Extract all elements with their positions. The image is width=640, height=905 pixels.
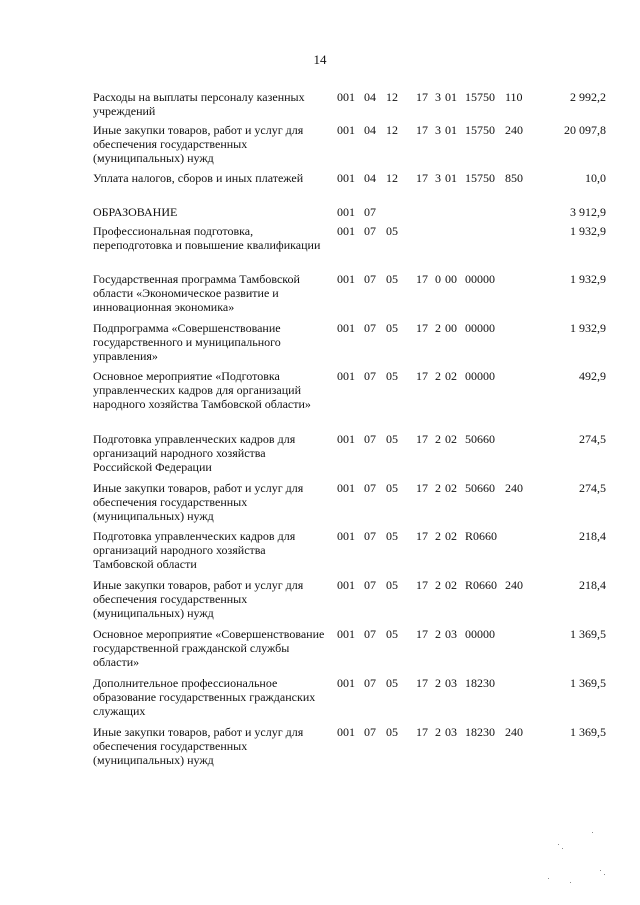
section-code: 04: [364, 171, 376, 185]
amount: 3 912,9: [570, 205, 606, 219]
row-name: Расходы на выплаты персоналу казенных учреждений: [93, 90, 305, 118]
subsection-code: 05: [386, 369, 398, 383]
subprogram-code: 2: [435, 578, 441, 592]
subsection-code: 12: [386, 90, 398, 104]
amount: 1 369,5: [570, 725, 606, 739]
amount: 1 932,9: [570, 272, 606, 286]
subprogram-code: 2: [435, 481, 441, 495]
program-code: 17: [416, 171, 428, 185]
ministry-code: 001: [337, 171, 355, 185]
subsection-code: 05: [386, 432, 398, 446]
section-code: 07: [364, 432, 376, 446]
subprogram-code: 3: [435, 171, 441, 185]
direction-code: 15750: [465, 90, 495, 104]
subprogram-code: 2: [435, 529, 441, 543]
ministry-code: 001: [337, 725, 355, 739]
subsection-code: 05: [386, 224, 398, 238]
row-name: ОБРАЗОВАНИЕ: [93, 205, 178, 219]
activity-code: 02: [445, 529, 457, 543]
ministry-code: 001: [337, 676, 355, 690]
program-code: 17: [416, 272, 428, 286]
row-name: Иные закупки товаров, работ и услуг для обеспечения государственных (муниципальных) нужд: [93, 481, 304, 523]
subprogram-code: 3: [435, 90, 441, 104]
ministry-code: 001: [337, 481, 355, 495]
activity-code: 02: [445, 481, 457, 495]
subprogram-code: 2: [435, 432, 441, 446]
direction-code: 00000: [465, 272, 495, 286]
row-name: Подготовка управленческих кадров для организаций народного хозяйства Тамбовской области: [93, 529, 296, 571]
section-code: 07: [364, 578, 376, 592]
program-code: 17: [416, 676, 428, 690]
section-code: 07: [364, 725, 376, 739]
section-code: 07: [364, 321, 376, 335]
ministry-code: 001: [337, 627, 355, 641]
direction-code: R0660: [465, 529, 498, 543]
amount: 20 097,8: [564, 123, 606, 137]
section-code: 04: [364, 90, 376, 104]
subprogram-code: 2: [435, 321, 441, 335]
activity-code: 02: [445, 432, 457, 446]
amount: 274,5: [579, 481, 606, 495]
amount: 492,9: [579, 369, 606, 383]
subsection-code: 05: [386, 321, 398, 335]
activity-code: 00: [445, 321, 457, 335]
subprogram-code: 2: [435, 676, 441, 690]
row-name: Иные закупки товаров, работ и услуг для обеспечения государственных (муниципальных) нужд: [93, 123, 304, 165]
direction-code: 18230: [465, 676, 495, 690]
section-code: 04: [364, 123, 376, 137]
direction-code: 15750: [465, 123, 495, 137]
subsection-code: 12: [386, 123, 398, 137]
subprogram-code: 2: [435, 725, 441, 739]
activity-code: 01: [445, 123, 457, 137]
page-number: 14: [313, 52, 327, 67]
program-code: 17: [416, 627, 428, 641]
direction-code: 00000: [465, 627, 495, 641]
section-code: 07: [364, 369, 376, 383]
activity-code: 02: [445, 369, 457, 383]
ministry-code: 001: [337, 321, 355, 335]
section-code: 07: [364, 272, 376, 286]
row-name: Дополнительное профессиональное образование государственных гражданских служащих: [93, 676, 316, 718]
program-code: 17: [416, 321, 428, 335]
ministry-code: 001: [337, 432, 355, 446]
ministry-code: 001: [337, 369, 355, 383]
section-code: 07: [364, 224, 376, 238]
ministry-code: 001: [337, 272, 355, 286]
amount: 1 932,9: [570, 224, 606, 238]
subprogram-code: 0: [435, 272, 441, 286]
subsection-code: 05: [386, 272, 398, 286]
section-code: 07: [364, 205, 376, 219]
activity-code: 02: [445, 578, 457, 592]
direction-code: 00000: [465, 321, 495, 335]
section-code: 07: [364, 529, 376, 543]
program-code: 17: [416, 90, 428, 104]
direction-code: R0660: [465, 578, 498, 592]
subprogram-code: 2: [435, 369, 441, 383]
amount: 1 369,5: [570, 676, 606, 690]
subsection-code: 12: [386, 171, 398, 185]
ministry-code: 001: [337, 224, 355, 238]
program-code: 17: [416, 123, 428, 137]
ministry-code: 001: [337, 529, 355, 543]
activity-code: 01: [445, 171, 457, 185]
subsection-code: 05: [386, 578, 398, 592]
direction-code: 18230: [465, 725, 495, 739]
subsection-code: 05: [386, 481, 398, 495]
amount: 10,0: [585, 171, 606, 185]
activity-code: 03: [445, 725, 457, 739]
subsection-code: 05: [386, 627, 398, 641]
amount: 274,5: [579, 432, 606, 446]
amount: 218,4: [579, 578, 606, 592]
subprogram-code: 2: [435, 627, 441, 641]
subprogram-code: 3: [435, 123, 441, 137]
row-name: Подготовка управленческих кадров для организаций народного хозяйства Российской Федерации: [93, 432, 296, 474]
direction-code: 15750: [465, 171, 495, 185]
ministry-code: 001: [337, 578, 355, 592]
activity-code: 03: [445, 676, 457, 690]
direction-code: 50660: [465, 481, 495, 495]
program-code: 17: [416, 725, 428, 739]
program-code: 17: [416, 369, 428, 383]
subsection-code: 05: [386, 725, 398, 739]
subsection-code: 05: [386, 676, 398, 690]
section-code: 07: [364, 481, 376, 495]
amount: 1 932,9: [570, 321, 606, 335]
row-name: Основное мероприятие «Подготовка управленческих кадров для организаций народного хозяйства Тамбовской области»: [93, 369, 311, 411]
program-code: 17: [416, 578, 428, 592]
expense-type-code: 240: [505, 123, 523, 137]
ministry-code: 001: [337, 123, 355, 137]
direction-code: 00000: [465, 369, 495, 383]
direction-code: 50660: [465, 432, 495, 446]
amount: 218,4: [579, 529, 606, 543]
expense-type-code: 110: [505, 90, 523, 104]
row-name: Профессиональная подготовка, переподготовка и повышение квалификации: [93, 224, 321, 252]
expense-type-code: 240: [505, 481, 523, 495]
amount: 1 369,5: [570, 627, 606, 641]
row-name: Основное мероприятие «Совершенствование государственной гражданской службы области»: [93, 627, 325, 669]
program-code: 17: [416, 432, 428, 446]
expense-type-code: 240: [505, 725, 523, 739]
row-name: Иные закупки товаров, работ и услуг для обеспечения государственных (муниципальных) нужд: [93, 725, 304, 767]
ministry-code: 001: [337, 90, 355, 104]
activity-code: 01: [445, 90, 457, 104]
amount: 2 992,2: [570, 90, 606, 104]
row-name: Государственная программа Тамбовской области «Экономическое развитие и инновационная экономика»: [93, 272, 300, 314]
ministry-code: 001: [337, 205, 355, 219]
program-code: 17: [416, 481, 428, 495]
scan-specks: [540, 830, 620, 890]
row-name: Иные закупки товаров, работ и услуг для обеспечения государственных (муниципальных) нужд: [93, 578, 304, 620]
section-code: 07: [364, 627, 376, 641]
section-code: 07: [364, 676, 376, 690]
subsection-code: 05: [386, 529, 398, 543]
activity-code: 00: [445, 272, 457, 286]
expense-type-code: 240: [505, 578, 523, 592]
program-code: 17: [416, 529, 428, 543]
row-name: Уплата налогов, сборов и иных платежей: [93, 171, 304, 185]
expense-type-code: 850: [505, 171, 523, 185]
activity-code: 03: [445, 627, 457, 641]
row-name: Подпрограмма «Совершенствование государственного и муниципального управления»: [93, 321, 281, 363]
